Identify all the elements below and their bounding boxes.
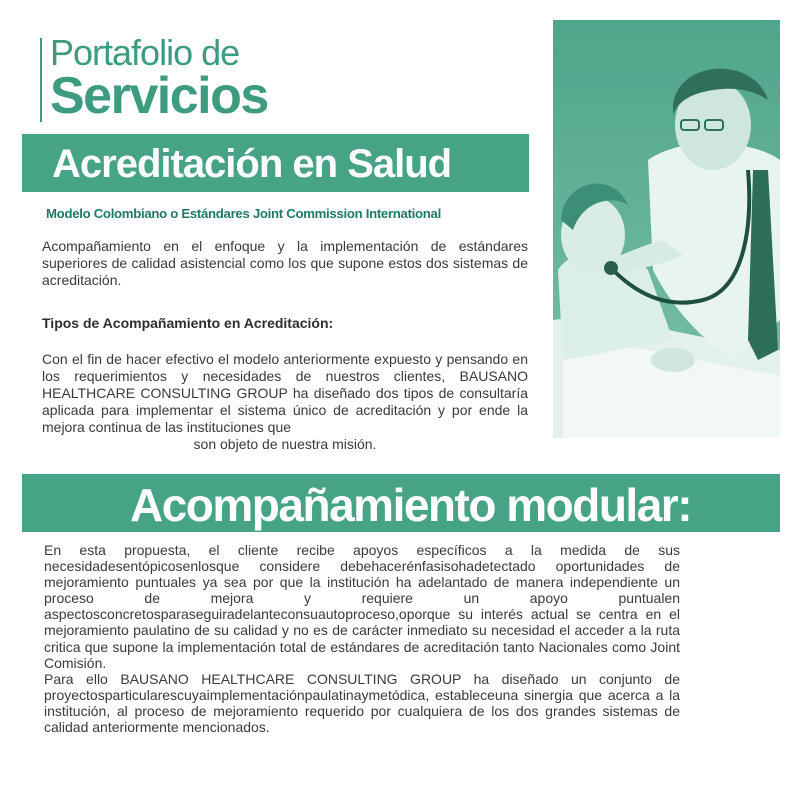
intro-paragraph: Acompañamiento en el enfoque y la implementación de estándares superiores de calidad asistencial como los que supone estos dos sistemas de acreditación. bbox=[42, 238, 528, 288]
doctor-child-photo bbox=[553, 20, 780, 438]
page-title-line2: Servicios bbox=[50, 67, 268, 125]
modular-paragraph-1: En esta propuesta, el cliente recibe apoyos específicos a la medida de sus necesidadesentópicosenlosque considere debehacerénfasisohadetectado oportunidades de mejoramiento puntuales ya sea por que la institución ha adelantado de manera independiente un proceso de mejora y requiere un apoyo puntualen aspectosconcretosparaseguiradelanteconsuautoproceso,oporque su interés actual se centra en el mejoramiento paulatino de su calidad y no es de carácter inmediato su necesidad el acceder a la ruta critica que supone la implementación total de estándares de acreditación tanto Nacionales como Joint Comisión. bbox=[44, 542, 680, 671]
doctor-examining-child-photo-icon bbox=[553, 20, 780, 438]
banner-acreditacion-text: Acreditación en Salud bbox=[52, 142, 452, 186]
section-heading-tipos: Tipos de Acompañamiento en Acreditación: bbox=[42, 315, 334, 331]
banner-modular-text: Acompañamiento modular: bbox=[130, 479, 692, 531]
section-paragraph-last-line: son objeto de nuestra misión. bbox=[193, 436, 377, 452]
modular-paragraph-2: Para ello BAUSANO HEALTHCARE CONSULTING GROUP ha diseñado un conjunto de proyectosparticularescuyaimplementaciónpaulatinaymetódica, estableceuna sinergia que acerca a la institución, al proceso de mejoramiento requerido por cualquiera de los dos grandes sistemas de calidad anteriormente mencionados. bbox=[44, 670, 680, 736]
title-accent-rule bbox=[40, 38, 42, 122]
section-paragraph-body: Con el fin de hacer efectivo el modelo anteriormente expuesto y pensando en los requerimientos y necesidades de nuestros clientes, BAUSANO HEALTHCARE CONSULTING GROUP ha diseñado dos tipos de consultaría aplicada para implementar el sistema único de acreditación y por ende la mejora continua de las instituciones que bbox=[42, 351, 528, 435]
section-banner-modular bbox=[22, 474, 780, 532]
subtitle-models: Modelo Colombiano o Estándares Joint Commission International bbox=[46, 206, 441, 221]
section-banner-acreditacion bbox=[22, 134, 529, 192]
section-paragraph bbox=[42, 351, 528, 453]
page-title-line1: Portafolio de bbox=[50, 32, 240, 73]
modular-paragraphs bbox=[44, 542, 680, 735]
